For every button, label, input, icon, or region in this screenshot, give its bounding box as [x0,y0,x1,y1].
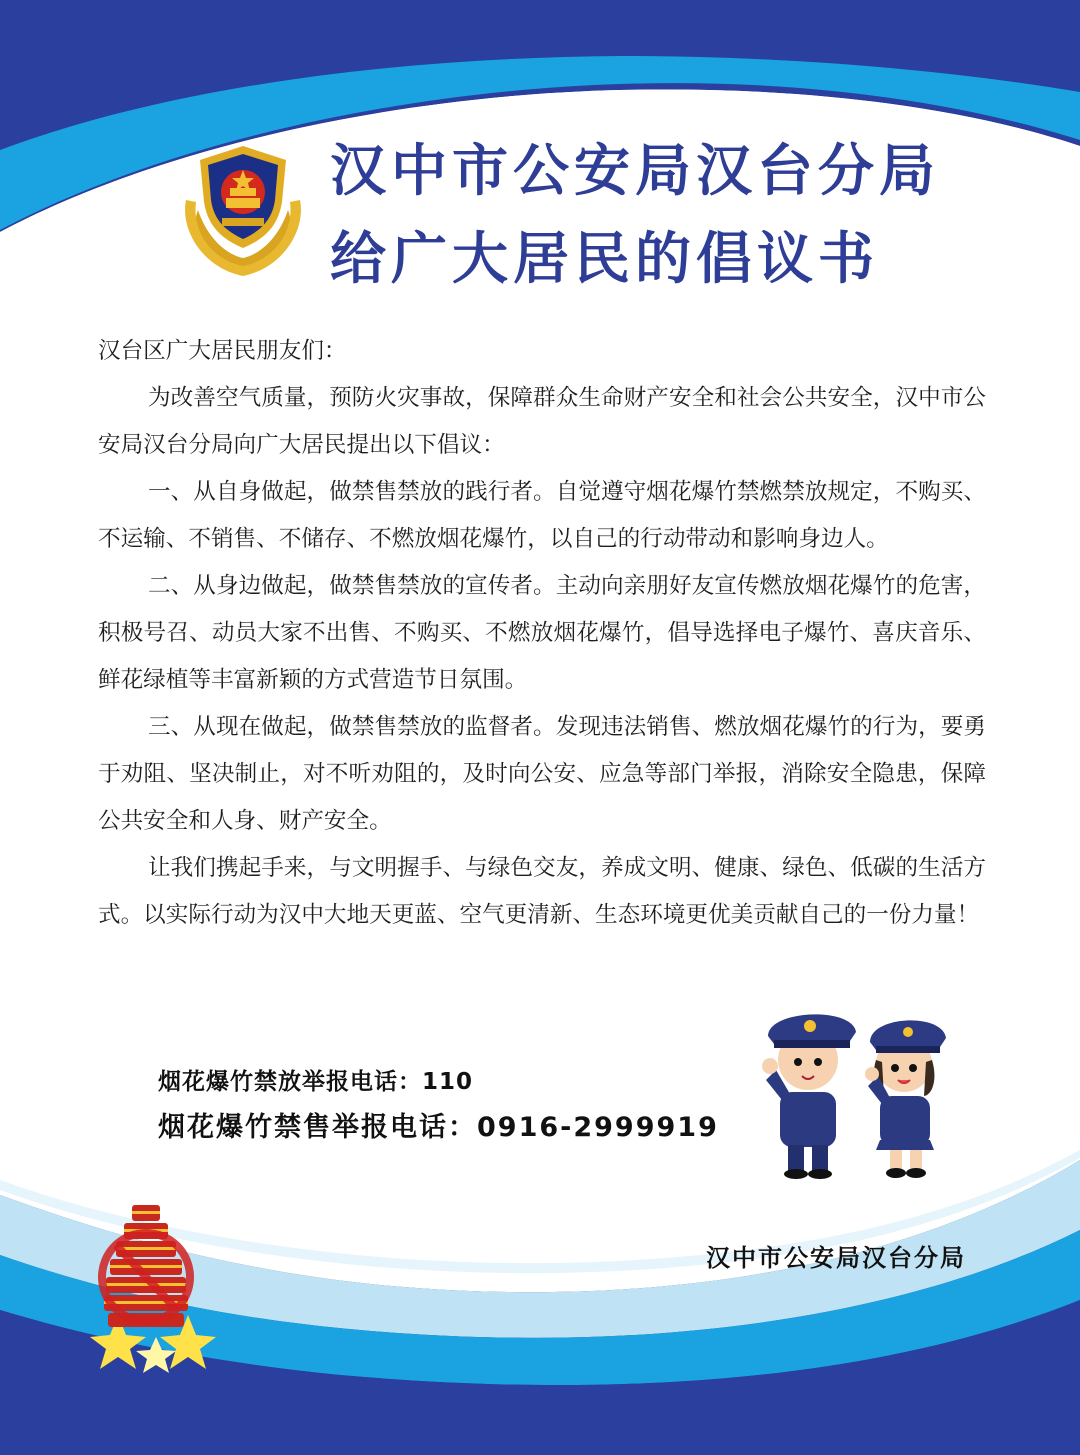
title-line-1: 汉中市公安局汉台分局 [330,139,940,204]
police-mascots-icon [752,1000,962,1185]
police-emblem-icon [178,140,308,280]
hotline-ban-sale: 烟花爆竹禁售举报电话：0916-2999919 [158,1112,719,1143]
page-title [330,128,970,304]
letter-body [98,328,986,939]
salutation: 汉台区广大居民朋友们： [98,338,347,364]
no-firecrackers-icon [70,1185,250,1385]
closing-paragraph: 让我们携起手来，与文明握手、与绿色交友，养成文明、健康、绿色、低碳的生活方式。以实际行动为汉中大地天更蓝、空气更清新、生态环境更优美贡献自己的一份力量！ [98,855,986,928]
issuer-signature: 汉中市公安局汉台分局 [706,1244,966,1272]
proposal-item-3: 三、从现在做起，做禁售禁放的监督者。发现违法销售、燃放烟花爆竹的行为，要勇于劝阻、坚决制止，对不听劝阻的，及时向公安、应急等部门举报，消除安全隐患，保障公共安全和人身、财产安全。 [98,714,986,834]
proposal-item-2: 二、从身边做起，做禁售禁放的宣传者。主动向亲朋好友宣传燃放烟花爆竹的危害，积极号召、动员大家不出售、不购买、不燃放烟花爆竹，倡导选择电子爆竹、喜庆音乐、鲜花绿植等丰富新颖的方式营造节日氛围。 [98,573,986,693]
hotline-ban-fire: 烟花爆竹禁放举报电话：110 [158,1069,474,1095]
proposal-item-1: 一、从自身做起，做禁售禁放的践行者。自觉遵守烟花爆竹禁燃禁放规定，不购买、不运输、不销售、不储存、不燃放烟花爆竹，以自己的行动带动和影响身边人。 [98,479,986,552]
title-line-2: 给广大居民的倡议书 [330,227,879,292]
intro-paragraph: 为改善空气质量，预防火灾事故，保障群众生命财产安全和社会公共安全，汉中市公安局汉台分局向广大居民提出以下倡议： [98,385,986,458]
